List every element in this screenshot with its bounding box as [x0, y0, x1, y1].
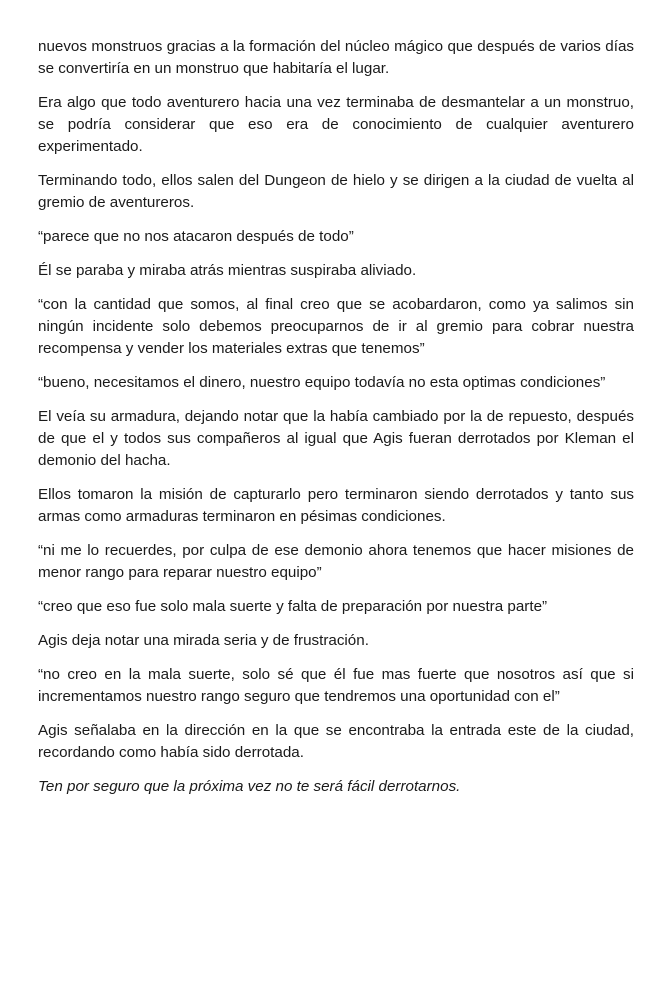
document-page	[38, 36, 634, 810]
paragraph-6: “con la cantidad que somos, al final creo que se acobardaron, como ya salimos sin ningún incidente solo debemos preocuparnos de ir al gremio para cobrar nuestra recompensa y vender los materiales extras que tenemos”	[38, 296, 634, 357]
paragraph-9: Ellos tomaron la misión de capturarlo pero terminaron siendo derrotados y tanto sus armas como armaduras terminaron en pésimas condiciones.	[38, 486, 634, 525]
paragraph-11: “creo que eso fue solo mala suerte y falta de preparación por nuestra parte”	[38, 598, 548, 615]
paragraph-14: Agis señalaba en la dirección en la que se encontraba la entrada este de la ciudad, recordando como había sido derrotada.	[38, 722, 634, 761]
paragraph-5: Él se paraba y miraba atrás mientras suspiraba aliviado.	[38, 262, 417, 279]
paragraph-10: “ni me lo recuerdes, por culpa de ese demonio ahora tenemos que hacer misiones de menor rango para reparar nuestro equipo”	[38, 542, 634, 581]
paragraph-8: El veía su armadura, dejando notar que la había cambiado por la de repuesto, después de que el y todos sus compañeros al igual que Agis fueran derrotados por Kleman el demonio del hacha.	[38, 408, 634, 469]
paragraph-4: “parece que no nos atacaron después de todo”	[38, 228, 354, 245]
paragraph-12: Agis deja notar una mirada seria y de frustración.	[38, 632, 369, 649]
paragraph-3: Terminando todo, ellos salen del Dungeon de hielo y se dirigen a la ciudad de vuelta al gremio de aventureros.	[38, 172, 634, 211]
paragraph-2: Era algo que todo aventurero hacia una vez terminaba de desmantelar a un monstruo, se podría considerar que eso era de conocimiento de cualquier aventurero experimentado.	[38, 94, 634, 155]
paragraph-7: “bueno, necesitamos el dinero, nuestro equipo todavía no esta optimas condiciones”	[38, 374, 606, 391]
paragraph-1: nuevos monstruos gracias a la formación del núcleo mágico que después de varios días se convertiría en un monstruo que habitaría el lugar.	[38, 38, 634, 77]
paragraph-13: “no creo en la mala suerte, solo sé que él fue mas fuerte que nosotros así que si incrementamos nuestro rango seguro que tendremos una oportunidad con el”	[38, 666, 634, 705]
paragraph-15-italic: Ten por seguro que la próxima vez no te será fácil derrotarnos.	[38, 778, 461, 795]
